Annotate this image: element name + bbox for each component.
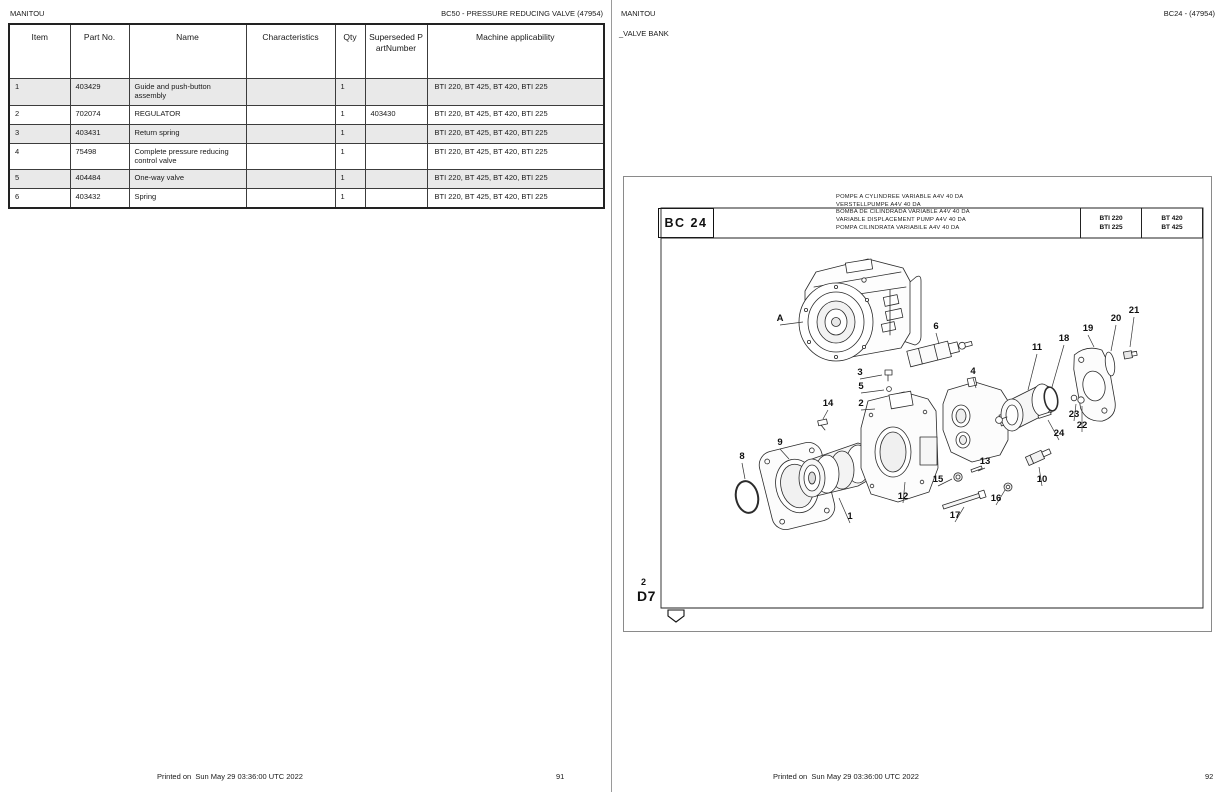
right-footer-date: Sun May 29 03:36:00 UTC 2022 xyxy=(811,772,919,781)
cell-qty: 1 xyxy=(335,105,365,124)
col-header-machine-applicability: Machine applicability xyxy=(427,24,604,79)
cell-item: 6 xyxy=(9,189,70,209)
cell-qty: 1 xyxy=(335,143,365,170)
cell-qty: 1 xyxy=(335,189,365,209)
callout-4: 4 xyxy=(970,366,976,377)
cell-name: Guide and push-button assembly xyxy=(129,79,246,106)
callout-3: 3 xyxy=(857,367,863,378)
diagram-grid-number: 2 xyxy=(641,577,647,587)
cell-name: REGULATOR xyxy=(129,105,246,124)
callout-leader-line xyxy=(1052,345,1064,387)
model-bt-425: BT 425 xyxy=(1161,224,1183,231)
callout-leader-line xyxy=(823,410,828,419)
cell-item: 1 xyxy=(9,79,70,106)
right-brand: MANITOU xyxy=(621,9,656,18)
cell-applicability: BTI 220, BT 425, BT 420, BTI 225 xyxy=(427,170,604,189)
part-ball-5 xyxy=(887,387,892,392)
cell-part-no: 75498 xyxy=(70,143,129,170)
part-oring-8 xyxy=(733,479,761,515)
right-footer-printed xyxy=(773,772,919,781)
cell-applicability: BTI 220, BT 425, BT 420, BTI 225 xyxy=(427,124,604,143)
revision-arrow-icon xyxy=(668,610,684,622)
part-assembled-pump xyxy=(799,259,921,361)
right-footer-printed-label: Printed on xyxy=(773,772,808,781)
cell-part-no: 404484 xyxy=(70,170,129,189)
left-footer-printed-label: Printed on xyxy=(157,772,192,781)
callout-12: 12 xyxy=(897,491,909,502)
cell-qty: 1 xyxy=(335,79,365,106)
callout-1: 1 xyxy=(847,511,853,522)
left-page-title: BC50 - PRESSURE REDUCING VALVE (47954) xyxy=(441,9,603,18)
diagram-title-it: POMPA CILINDRATA VARIABILE A4V 40 DA xyxy=(836,224,960,231)
callout-leader-line xyxy=(1088,335,1094,347)
part-screw-3 xyxy=(885,370,892,381)
callout-13: 13 xyxy=(979,456,991,467)
diagram-title-es: BOMBA DE CILINDRADA VARIABLE A4V 40 DA xyxy=(836,209,970,216)
cell-item: 5 xyxy=(9,170,70,189)
cell-part-no: 702074 xyxy=(70,105,129,124)
right-subtitle: _VALVE BANK xyxy=(619,29,669,38)
part-cartridge-valve-10 xyxy=(1025,447,1051,465)
callout-A: A xyxy=(776,313,784,324)
col-header-superseded: Superseded PartNumber xyxy=(365,24,427,79)
callout-leader-line xyxy=(861,390,884,393)
cell-applicability: BTI 220, BT 425, BT 420, BTI 225 xyxy=(427,189,604,209)
callout-leader-line xyxy=(1028,354,1037,390)
col-header-characteristics: Characteristics xyxy=(246,24,335,79)
callout-24: 24 xyxy=(1053,428,1065,439)
callout-19: 19 xyxy=(1082,323,1094,334)
callout-18: 18 xyxy=(1058,333,1070,344)
right-page-title: BC24 - (47954) xyxy=(1163,9,1215,18)
col-header-name: Name xyxy=(129,24,246,79)
diagram-code-box: BC 24 xyxy=(658,208,714,238)
cell-name: One-way valve xyxy=(129,170,246,189)
model-bti-220: BTI 220 xyxy=(1099,215,1123,222)
callout-17: 17 xyxy=(949,510,961,521)
part-plug-21 xyxy=(1123,350,1137,359)
right-page-number: 92 xyxy=(1205,772,1214,781)
cell-name: Return spring xyxy=(129,124,246,143)
callout-14: 14 xyxy=(822,398,834,409)
cell-qty: 1 xyxy=(335,124,365,143)
cell-applicability: BTI 220, BT 425, BT 420, BTI 225 xyxy=(427,79,604,106)
cell-part-no: 403432 xyxy=(70,189,129,209)
callout-22: 22 xyxy=(1076,420,1088,431)
model-bti-225: BTI 225 xyxy=(1099,224,1123,231)
callout-leader-line xyxy=(936,333,939,344)
cell-item: 3 xyxy=(9,124,70,143)
part-bolt-15 xyxy=(954,473,962,481)
callout-20: 20 xyxy=(1110,313,1122,324)
cell-applicability: BTI 220, BT 425, BT 420, BTI 225 xyxy=(427,143,604,170)
cell-item: 4 xyxy=(9,143,70,170)
diagram-title-fr: POMPE A CYLINDREE VARIABLE A4V 40 DA xyxy=(836,194,964,200)
callout-2: 2 xyxy=(858,398,864,409)
left-page-number: 91 xyxy=(556,772,565,781)
diagram-grid-ref: D7 xyxy=(637,588,656,604)
cell-name: Complete pressure reducing control valve xyxy=(129,143,246,170)
part-nut-14 xyxy=(818,419,828,430)
part-gear-pump-11 xyxy=(996,384,1052,431)
part-housing-2-12 xyxy=(861,391,938,502)
callout-leader-line xyxy=(1111,325,1116,351)
cell-qty: 1 xyxy=(335,170,365,189)
callout-9: 9 xyxy=(777,437,783,448)
cell-part-no: 403429 xyxy=(70,79,129,106)
callout-leader-line xyxy=(1130,317,1134,347)
left-brand: MANITOU xyxy=(10,9,45,18)
cell-item: 2 xyxy=(9,105,70,124)
callout-5: 5 xyxy=(858,381,864,392)
callout-21: 21 xyxy=(1128,305,1140,316)
cell-part-no: 403431 xyxy=(70,124,129,143)
callout-10: 10 xyxy=(1036,474,1048,485)
col-header-part-no: Part No. xyxy=(70,24,129,79)
diagram-title-en: VARIABLE DISPLACEMENT PUMP A4V 40 DA xyxy=(836,217,966,224)
cell-applicability: BTI 220, BT 425, BT 420, BTI 225 xyxy=(427,105,604,124)
callout-6: 6 xyxy=(933,321,939,332)
left-footer-date: Sun May 29 03:36:00 UTC 2022 xyxy=(195,772,303,781)
part-washer-22 xyxy=(1078,397,1084,403)
callout-leader-line xyxy=(742,463,745,479)
col-header-qty: Qty xyxy=(335,24,365,79)
part-nut-16 xyxy=(1004,483,1012,491)
callout-11: 11 xyxy=(1031,342,1043,353)
callout-16: 16 xyxy=(990,493,1002,504)
cell-superseded: 403430 xyxy=(365,105,427,124)
callout-leader-line xyxy=(860,375,882,379)
callout-15: 15 xyxy=(932,474,944,485)
part-washer-23 xyxy=(1071,395,1077,401)
model-bt-420: BT 420 xyxy=(1161,215,1183,222)
col-header-item: Item xyxy=(9,24,70,79)
cell-name: Spring xyxy=(129,189,246,209)
callout-8: 8 xyxy=(739,451,745,462)
callout-23: 23 xyxy=(1068,409,1080,420)
diagram-title-de: VERSTELLPUMPE A4V 40 DA xyxy=(836,201,921,208)
